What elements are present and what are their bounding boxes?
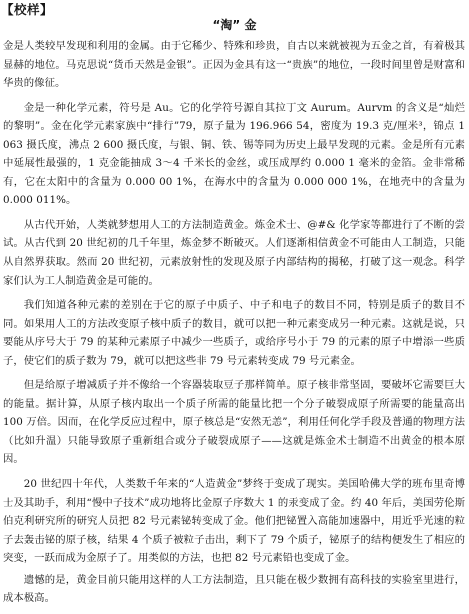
proof-tag: 【校样】 — [1, 2, 54, 17]
article-title: “淘” 金 — [212, 18, 257, 32]
paragraph-conclusion: 遗憾的是，黄金目前只能用这样的人工方法制造，且只能在极少数拥有高科技的实验室里进行，成本极高。 — [3, 573, 465, 605]
paragraph-proton-theory: 我们知道各种元素的差别在于它的原子中质子、中子和电子的数目不同，特别是质子的数目不同。如果用人工的方法改变原子核中质子的数目，就可以把一种元素变成另一种元素。这就是说，只要能从序号大于 79 的某种元素原子中减少一些质子，或给序号小于 79 的元素的原子中增添一些质子，使它们的质子数为 79，就可以把这些非 79 号元素转变成 79 号元素金。 — [3, 299, 465, 367]
paragraph-intro: 金是人类较早发现和利用的金属。由于它稀少、特殊和珍贵，自古以来就被视为五金之首，有着极其显赫的地位。马克思说“货币天然是金银”。正因为金具有这一“贵族”的地位，一段时间里曾是财富和华贵的像征。 — [3, 40, 465, 90]
paragraph-alchemy-history: 从古代开始，人类就梦想用人工的方法制造黄金。炼金术士、@#& 化学家等都进行了不断的尝试。从古代到 20 世纪初的几千年里，炼金梦不断破灭。人们逐渐相信黄金不可能由人工制造，只能从自然界获取。然而 20 世纪初，元素放射性的发现及原子内部结构的揭秘，打破了这一观念。科学家们认为工人制造黄金是可能的。 — [3, 218, 465, 287]
paragraph-nuclear-energy: 但是给原子增减质子并不像给一个容器装取豆子那样简单。原子核非常坚固，要破坏它需要巨大的能量。据计算，从原子核内取出一个质子所需的能量比把一个分子破裂成原子所需要的能量高出 100 万倍。因而，在化学反应过程中，原子核总是“安然无恙”，利用任何化学手段及普通的物理方法（比如升温）只能导致原子重新组合或分子破裂成原子——这就是炼金术士制造不出黄金的根本原因。 — [3, 379, 465, 466]
article-body — [3, 37, 465, 614]
paragraph-chemical-properties: 金是一种化学元素，符号是 Au。它的化学符号源自其拉丁文 Aurum。Aurvm 的含义是“灿烂的黎明”。金在化学元素家族中“排行”79，原子量为 196.966 54，密度为 19.3 克/厘米³，锦点 1 063 摄氏度，沸点 2 600 摄氏度，与银、铜、铁、锡等同为历史上最早发现的元素。金是所有元素中延展性最强的，1 克金能抽成 3～4 千米长的金丝，或压成厚约 0.000 1 毫米的金箔。金非常稀有，它在太阳中的含量为 0.000 00 1%，在海水中的含量为 0.000 000 1%，在地壳中的含量为 0.000 011%。 — [3, 101, 465, 207]
paragraph-artificial-gold: 20 世纪四十年代，人类数千年来的“人造黄金”梦终于变成了现实。美国哈佛大学的班布里奇博士及其助手，利用“慢中子技术”成功地将比金原子序数大 1 的汞变成了金。约 40 年后，美国劳伦斯伯克利研究所的研究人员把 82 号元素铋转变成了金。他们把铋置入高能加速器中，用近乎光速的粒子去轰击铋的原子核，结果 4 个质子被粒子击出，剩下了 79 个质子，铋原子的结构便发生了相应的突变，一跃而成为金原子了。用类似的方法，也把 82 号元素铅也变成了金。 — [3, 478, 465, 565]
